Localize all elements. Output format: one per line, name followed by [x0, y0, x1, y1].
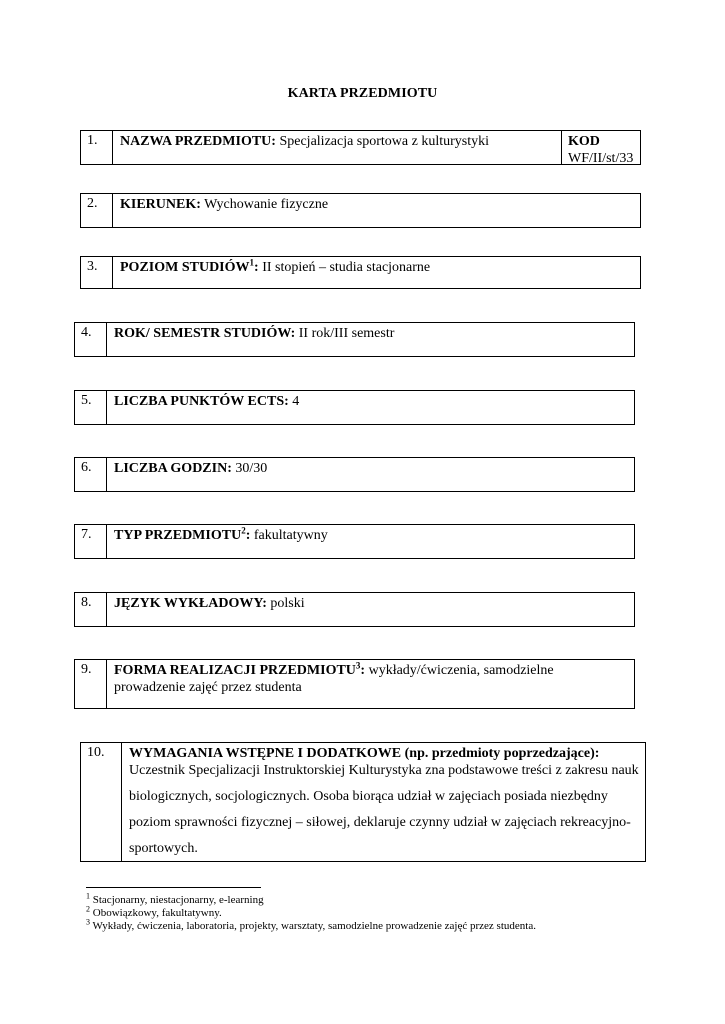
row-ects-points — [74, 390, 635, 425]
footnote-text: Wykłady, ćwiczenia, laboratoria, projekty, warsztaty, samodzielne prowadzenie zajęć przez studenta. — [90, 920, 536, 932]
row-label-colon: : — [360, 663, 366, 678]
row-label: TYP PRZEDMIOTU — [114, 528, 242, 543]
row-label-colon: : — [245, 528, 251, 543]
footnote-separator — [86, 887, 261, 888]
row-content — [113, 194, 640, 227]
row-course-name — [80, 130, 641, 165]
row-value: Uczestnik Specjalizacji Instruktorskiej Kulturystyka zna podstawowe treści z zakresu nauk biologicznych, socjologicznych. Osoba biorąca udział w zajęciach posiada niezbędny poziom sprawności fizycznej – siłowej, deklaruje czynny udział w zajęciach rekreacyjno- sportowych. — [129, 763, 639, 856]
footnote-text: Obowiązkowy, fakultatywny. — [90, 907, 222, 919]
footnote-mark: 2 — [86, 904, 90, 914]
footnote-1 — [86, 891, 536, 907]
row-number: 4. — [75, 323, 107, 356]
row-number: 1. — [81, 131, 113, 164]
page-title: KARTA PRZEDMIOTU — [287, 86, 438, 101]
footnote-mark: 2 — [241, 525, 246, 536]
row-value: Wychowanie fizyczne — [200, 197, 329, 212]
row-content — [107, 391, 634, 424]
row-number: 7. — [75, 525, 107, 558]
row-number: 6. — [75, 458, 107, 491]
footnotes — [86, 891, 536, 933]
row-number: 5. — [75, 391, 107, 424]
row-value: II stopień – studia stacjonarne — [258, 260, 431, 275]
row-content — [107, 660, 634, 708]
row-number: 9. — [75, 660, 107, 708]
footnote-mark: 1 — [249, 257, 255, 268]
row-value: 30/30 — [231, 461, 268, 476]
row-label: ROK/ SEMESTR STUDIÓW: — [114, 326, 296, 341]
footnote-3 — [86, 917, 536, 933]
row-label: FORMA REALIZACJI PRZEDMIOTU — [114, 663, 356, 678]
row-label: KIERUNEK: — [120, 197, 201, 212]
row-number: 3. — [81, 257, 113, 288]
row-content — [113, 257, 640, 288]
row-requirements — [80, 742, 646, 862]
footnote-mark: 1 — [86, 891, 90, 901]
row-value: Specjalizacja sportowa z kulturystyki — [275, 134, 490, 149]
row-content — [107, 323, 634, 356]
row-content — [113, 131, 561, 164]
row-label-colon: : — [254, 260, 259, 275]
row-delivery-form — [74, 659, 635, 709]
row-value: II rok/III semestr — [295, 326, 395, 341]
row-content — [122, 743, 645, 861]
course-code — [561, 131, 640, 164]
row-content — [107, 525, 634, 558]
row-content — [107, 458, 634, 491]
row-language — [74, 592, 635, 627]
row-hours — [74, 457, 635, 492]
row-label: LICZBA PUNKTÓW ECTS: — [114, 394, 289, 409]
row-label: JĘZYK WYKŁADOWY: — [114, 596, 267, 611]
row-label: POZIOM STUDIÓW — [120, 260, 250, 275]
code-value: WF/II/st/33 — [568, 151, 634, 166]
row-label: NAZWA PRZEDMIOTU: — [120, 134, 276, 149]
row-number: 8. — [75, 593, 107, 626]
row-value: 4 — [288, 394, 300, 409]
row-year-semester — [74, 322, 635, 357]
row-content — [107, 593, 634, 626]
row-field-of-study — [80, 193, 641, 228]
row-value: polski — [266, 596, 305, 611]
code-label: KOD — [568, 134, 600, 149]
row-course-type — [74, 524, 635, 559]
footnote-mark: 3 — [355, 660, 361, 671]
row-number: 2. — [81, 194, 113, 227]
row-study-level — [80, 256, 641, 289]
row-number: 10. — [81, 743, 122, 861]
row-label: WYMAGANIA WSTĘPNE I DODATKOWE (np. przedmioty poprzedzające): — [129, 746, 600, 761]
row-value: wykłady/ćwiczenia, samodzielne prowadzenie zajęć przez studenta — [114, 663, 554, 695]
footnote-2 — [86, 904, 536, 920]
footnote-mark: 3 — [86, 917, 90, 927]
row-value: fakultatywny — [250, 528, 328, 543]
row-label: LICZBA GODZIN: — [114, 461, 232, 476]
footnote-text: Stacjonarny, niestacjonarny, e-learning — [90, 894, 264, 906]
